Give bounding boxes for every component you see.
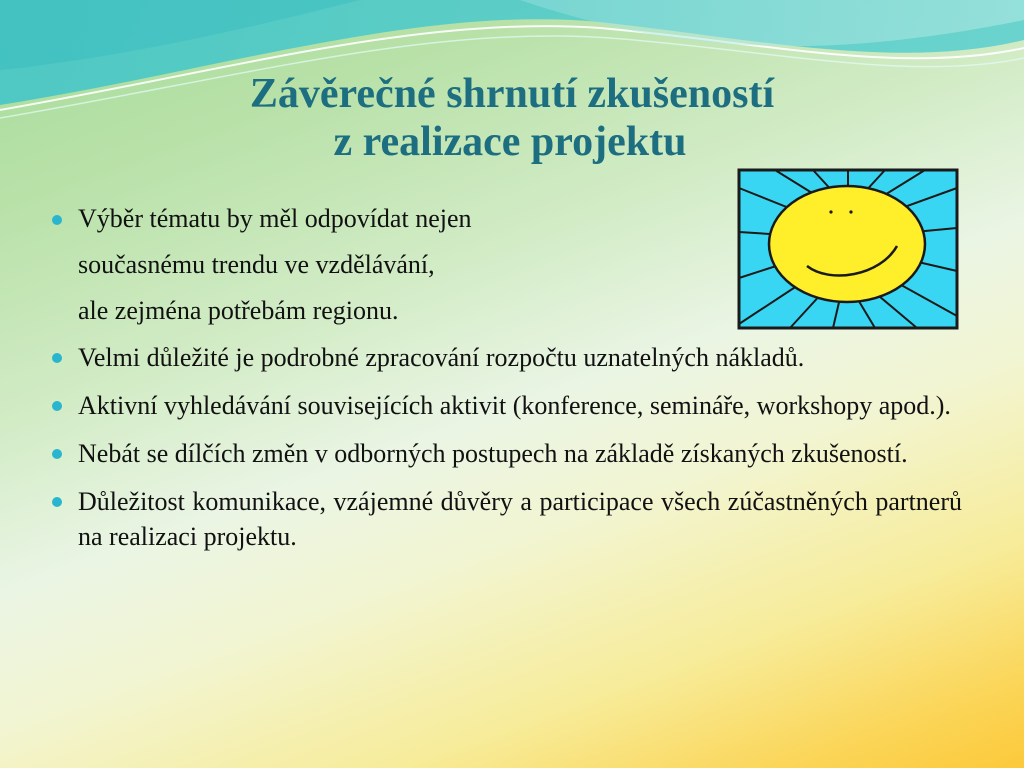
bullet-dot-icon <box>52 449 62 459</box>
list-item <box>50 484 962 554</box>
title-line-2: z realizace projektu <box>333 119 687 165</box>
title-line-1: Závěrečné shrnutí zkušeností <box>249 71 775 117</box>
bullet-dot-icon <box>52 215 62 225</box>
bullet-dot-icon <box>52 353 62 363</box>
list-item-text: Velmi důležité je podrobné zpracování rozpočtu uznatelných nákladů. <box>78 343 805 372</box>
list-item-text: Nebát se dílčích změn v odborných postupech na základě získaných zkušeností. <box>78 439 908 468</box>
list-item-line: ale zejména potřebám regionu. <box>78 296 399 325</box>
list-item <box>50 196 962 334</box>
bullet-dot-icon <box>52 497 62 507</box>
bullet-dot-icon <box>52 401 62 411</box>
list-item-text: Aktivní vyhledávání souvisejících aktivit (konference, semináře, workshopy apod.). <box>78 391 951 420</box>
page-title <box>0 70 1024 166</box>
list-item-line: současnému trendu ve vzdělávání, <box>78 250 435 279</box>
list-item <box>50 388 962 423</box>
list-item <box>50 340 962 375</box>
bullet-list <box>50 196 962 567</box>
list-item <box>50 436 962 471</box>
list-item-line: Výběr tématu by měl odpovídat nejen <box>78 204 472 233</box>
list-item-text: Důležitost komunikace, vzájemné důvěry a participace všech zúčastněných partnerů na realizaci projektu. <box>78 487 962 551</box>
